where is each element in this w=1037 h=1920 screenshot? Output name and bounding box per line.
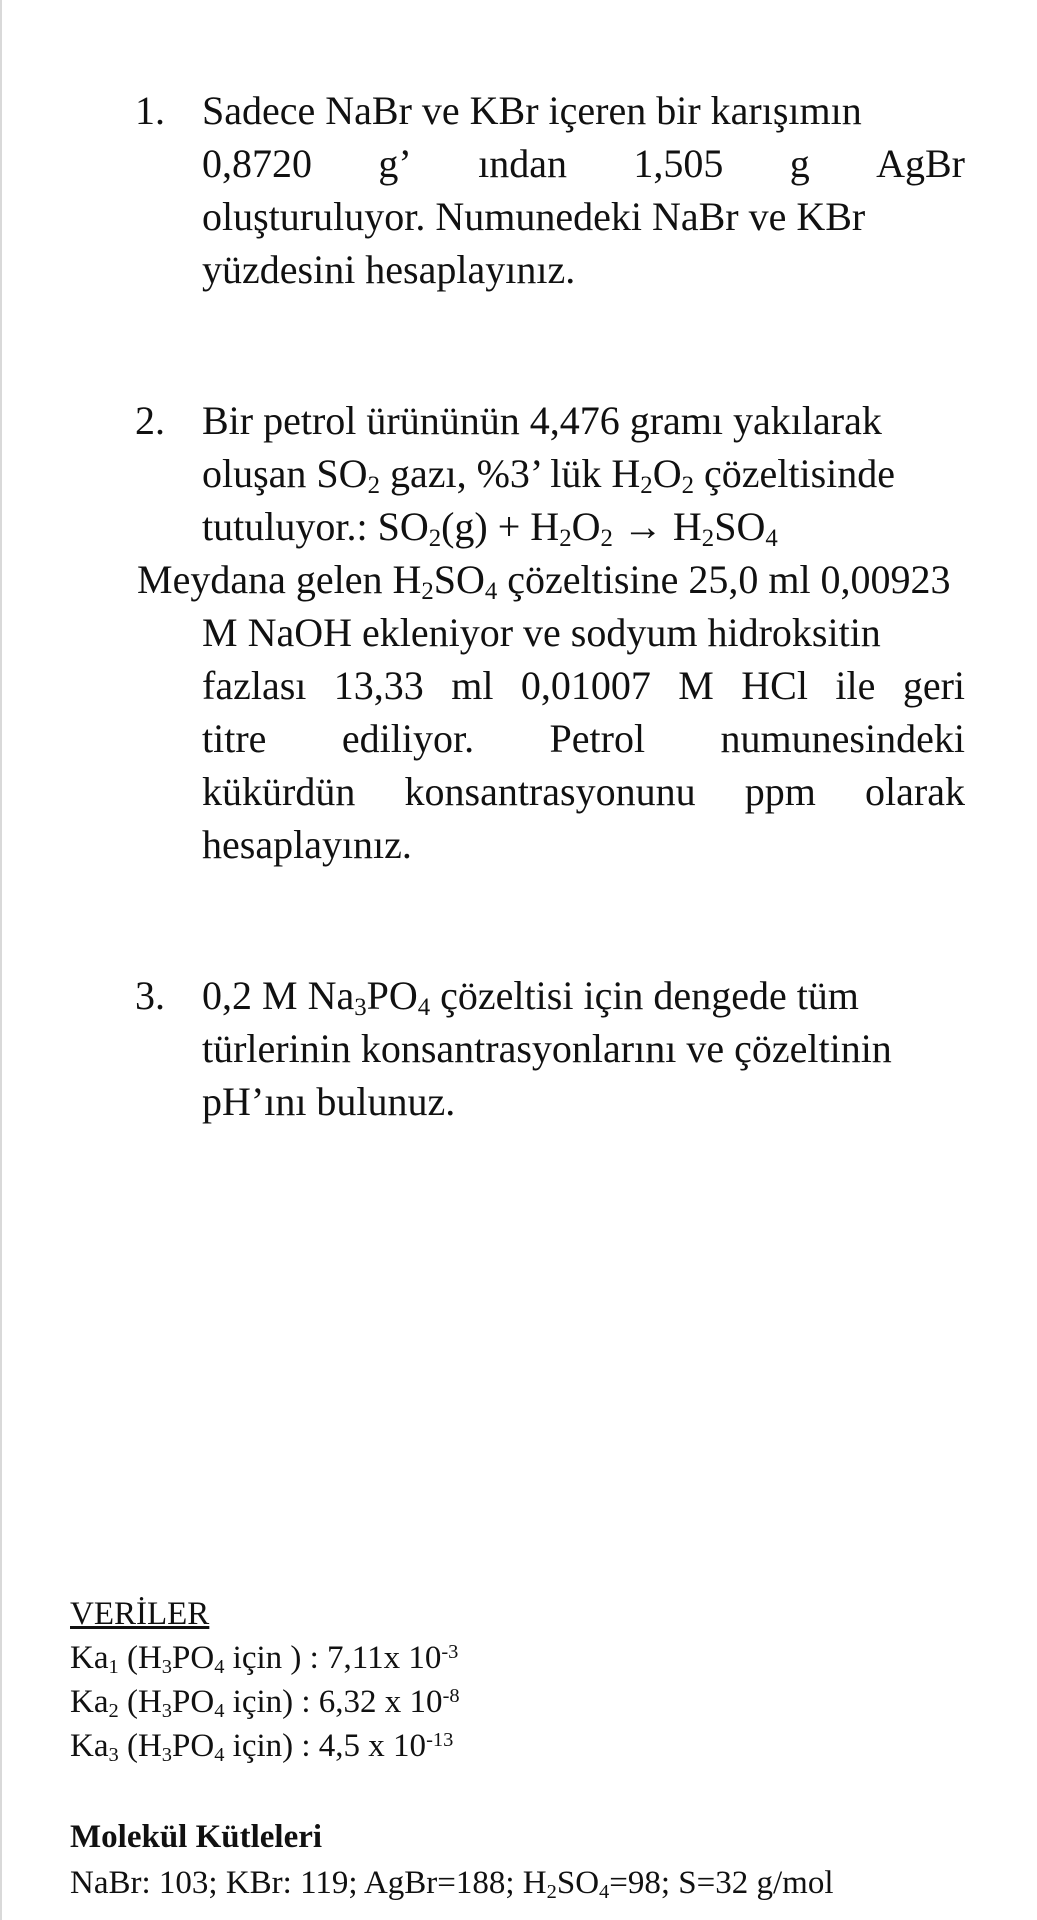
- question-number: 3.: [135, 973, 165, 1018]
- molecular-masses-section: [70, 1814, 1010, 1906]
- question-number: 1.: [135, 88, 165, 133]
- section-heading: Molekül Kütleleri: [70, 1819, 323, 1855]
- text-line: kükürdün konsantrasyonunu ppm olarak: [202, 769, 965, 814]
- text-line: hesaplayınız.: [202, 822, 412, 867]
- text-line: fazlası 13,33 ml 0,01007 M HCl ile geri: [202, 663, 965, 708]
- reaction-equation: tutuluyor.: $SO_2(g) + H_2O_2 \to H_2SO_4$: [202, 504, 778, 553]
- ka-row: $Ka_3$ ($H_3PO_4$ için) : 4,5 x $10^{-13}$: [70, 1728, 454, 1767]
- ka-row: $Ka_1$ ($H_3PO_4$ için ) : 7,11x $10^{-3}$: [70, 1640, 459, 1679]
- text-line-outdented: Meydana gelen $H_2SO_4$ çözeltisine 25,0 ml 0,00923: [137, 557, 951, 606]
- question-1: [135, 84, 965, 296]
- question-number: 2.: [135, 398, 165, 443]
- text-line: 0,8720 g’ ından 1,505 g AgBr: [202, 141, 965, 186]
- text-line: yüzdesini hesaplayınız.: [202, 247, 576, 292]
- text-line: Bir petrol ürününün 4,476 gramı yakılarak: [202, 398, 882, 443]
- question-text: [137, 394, 965, 871]
- question-3: [135, 969, 965, 1128]
- text-line: pH’ını bulunuz.: [202, 1079, 456, 1124]
- ka-row: $Ka_2$ ($H_3PO_4$ için) : 6,32 x $10^{-8}$: [70, 1684, 460, 1723]
- question-text: [202, 84, 965, 296]
- question-text: [202, 969, 965, 1128]
- text-line: 0,2 M $Na_3PO_4$ çözeltisi için dengede tüm: [202, 973, 859, 1022]
- text-line: oluşturuluyor. Numunedeki NaBr ve KBr: [202, 194, 866, 239]
- text-line: oluşan $SO_2$ gazı, %3’ lük $H_2O_2$ çözeltisinde: [202, 451, 896, 500]
- text-line: Sadece NaBr ve KBr içeren bir karışımın: [202, 88, 862, 133]
- text-line: titre ediliyor. Petrol numunesindeki: [202, 716, 965, 761]
- section-heading: VERİLER: [70, 1596, 210, 1632]
- question-2: [135, 394, 965, 871]
- masses-row: NaBr: 103; KBr: 119; AgBr=188; $H_2SO_4=98$; S=32 g/mol: [70, 1865, 834, 1904]
- given-data-section: [70, 1592, 970, 1768]
- text-line: türlerinin konsantrasyonlarını ve çözeltinin: [202, 1026, 892, 1071]
- text-line: M NaOH ekleniyor ve sodyum hidroksitin: [202, 610, 881, 655]
